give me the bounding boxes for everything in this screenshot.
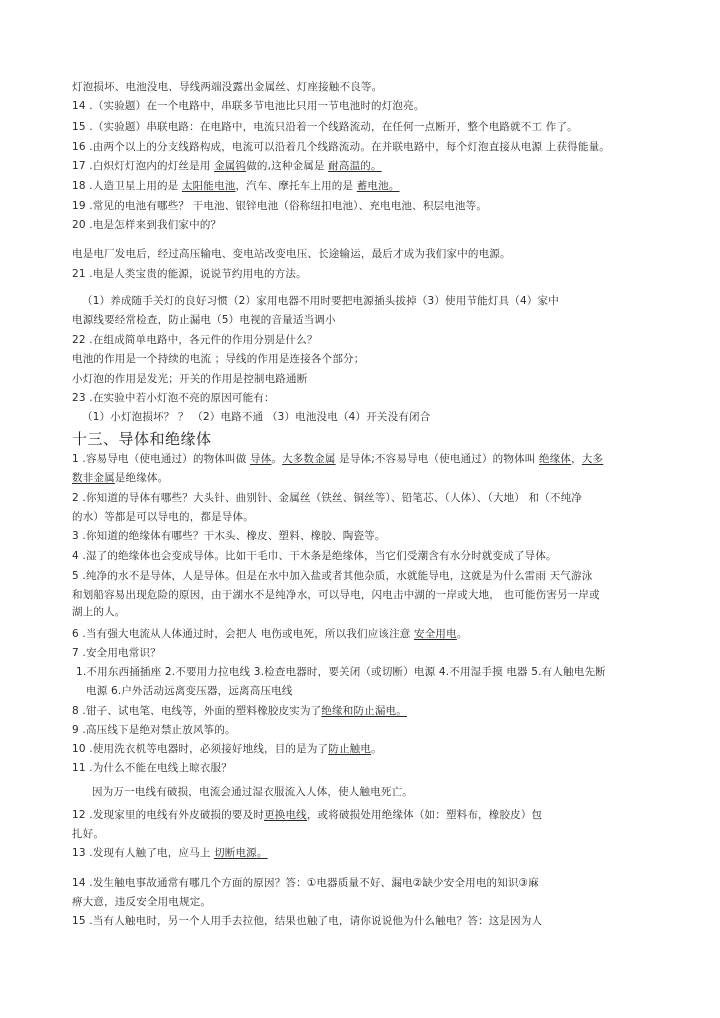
text-line: 5 .纯净的水不是导体，人是导体。但是在水中加入盐或者其他杂质，水就能导电，这就是为什么雷雨 天气游泳 <box>72 570 593 582</box>
text-line: 2 .你知道的导体有哪些？大头针、曲别针、金属丝（铁丝、铜丝等）、铅笔芯、（人体）、（大地） 和（不纯净 <box>72 492 583 504</box>
text-line: 14 .（实验题）在一个电路中，串联多节电池比只用一节电池时的灯泡亮。 <box>72 100 425 112</box>
answer-underline: 安全用电 <box>414 628 457 640</box>
answer-underline: 防止触电 <box>328 743 372 755</box>
text-line: （1）养成随手关灯的良好习惯（2）家用电器不用时要把电源插头拔掉（3）使用节能灯具（4）家中 <box>82 295 559 307</box>
text-line: 15 .（实验题）串联电路：在电路中，电流只沿着一个线路流动，在任何一点断开，整个电路就不工 作了。 <box>72 121 578 133</box>
text-line: 1 .容易导电（使电通过）的物体叫做 导体。大多数金属 是导体;不容易导电（使电通过）的物体叫 绝缘体，大多 <box>72 453 604 465</box>
text-line: 和划船容易出现危险的原因，由于湖水不是纯净水，可以导电，闪电击中湖的一岸或大地， 也可能伤害另一岸或 <box>72 589 600 601</box>
answer-underline: 切断电源。 <box>214 847 268 859</box>
text-line: 数非金属是绝缘体。 <box>72 472 169 484</box>
text-line: 电源线要经常检查，防止漏电（5）电视的音量适当调小 <box>72 314 336 326</box>
text-line: 4 .湿了的绝缘体也会变成导体。比如干毛巾、干木条是绝缘体，当它们受潮含有水分时就变成了导体。 <box>72 550 557 562</box>
text-line: 19 .常见的电池有哪些？ 干电池、银锌电池（俗称纽扣电池）、充电电池、积层电池等。 <box>72 200 488 212</box>
text-line: 小灯泡的作用是发光；开关的作用是控制电路通断 <box>72 373 308 385</box>
answer-underline: 太阳能电池 <box>181 180 236 192</box>
answer-underline: 大多数金属 <box>282 453 336 465</box>
answer-underline: 绝缘体 <box>539 453 572 465</box>
text-line: （1）小灯泡损坏？ ？ （2）电路不通 （3）电池没电（4）开关没有闭合 <box>82 411 431 423</box>
answer-underline: 蓄电池。 <box>356 180 400 192</box>
text-line: 湖上的人。 <box>72 606 126 618</box>
text-line: 电源 6.户外活动远离变压器，远离高压电线 <box>86 685 293 697</box>
text-line: 20 .电是怎样来到我们家中的？ <box>72 219 222 231</box>
text-line: 的水）等都是可以导电的，都是导体。 <box>72 511 254 523</box>
text-line: 7 .安全用电常识？ <box>72 647 161 659</box>
text-line: 电池的作用是一个持续的电流 ；导线的作用是连接各个部分； <box>72 353 365 365</box>
text-line: 10 .使用洗衣机等电器时，必须接好地线，目的是为了防止触电。 <box>72 743 382 755</box>
text-line: 因为万一电线有破损，电流会通过湿衣服流入人体，使人触电死亡。 <box>92 786 413 798</box>
text-line: 21 .电是人类宝贵的能源，说说节约用电的方法。 <box>72 268 307 280</box>
answer-underline: 绝缘和防止漏电。 <box>321 705 407 717</box>
text-line: 23 .在实验中若小灯泡不亮的原因可能有： <box>72 392 275 404</box>
text-line: 6 .当有强大电流从人体通过时，会把人 电伤或电死，所以我们应该注意 安全用电。 <box>72 628 468 640</box>
answer-underline: 更换电线 <box>264 809 307 821</box>
text-line: 17 .白炽灯灯泡内的灯丝是用 金属钨做的,这种金属是 耐高温的。 <box>72 160 382 172</box>
text-line: 12 .发现家里的电线有外皮破损的要及时更换电线，或将破损处用绝缘体（如：塑料布，橡胶皮）包 <box>72 809 543 821</box>
text-line: 22 .在组成简单电路中，各元件的作用分别是什么？ <box>72 334 318 346</box>
answer-underline: 金属钨 <box>214 160 247 172</box>
text-line: 15 .当有人触电时，另一个人用手去拉他，结果也触了电，请你说说他为什么触电？答：这是因为人 <box>72 915 543 927</box>
text-line: 1.不用东西捅插座 2.不要用力拉电线 3.检查电器时，要关闭（或切断）电源 4.不用湿手摸 电器 5.有人触电先断 <box>76 666 606 678</box>
answer-underline: 数非金属 <box>72 472 115 484</box>
text-line: 11 .为什么不能在电线上晾衣服？ <box>72 762 232 774</box>
text-line: 痹大意，违反安全用电规定。 <box>72 896 212 908</box>
answer-underline: 大多 <box>581 453 604 465</box>
text-line: 13 .发现有人触了电，应马上 切断电源。 <box>72 847 268 859</box>
text-line: 3 .你知道的绝缘体有哪些？干木头、橡皮、塑料、橡胶、陶瓷等。 <box>72 530 386 542</box>
section-heading: 十三、导体和绝缘体 <box>72 430 212 448</box>
text-line: 电是电厂发电后，经过高压输电、变电站改变电压、长途输运，最后才成为我们家中的电源。 <box>72 248 511 260</box>
text-line: 18 .人造卫星上用的是 太阳能电池，汽车、摩托车上用的是 蓄电池。 <box>72 180 400 192</box>
answer-underline: 导体 <box>250 453 272 465</box>
text-line: 扎好。 <box>72 828 105 840</box>
text-line: 9 .高压线下是绝对禁止放风筝的。 <box>72 724 236 736</box>
text-line: 14 .发生触电事故通常有哪几个方面的原因？答：①电器质量不好、漏电②缺少安全用电的知识③麻 <box>72 877 539 889</box>
text-line: 8 .钳子、试电笔、电线等，外面的塑料橡胶皮实为了绝缘和防止漏电。 <box>72 705 407 717</box>
text-line: 灯泡损坏、电池没电、导线两端没露出金属丝、灯座接触不良等。 <box>72 81 383 93</box>
text-line: 16 .由两个以上的分支线路构成，电流可以沿着几个线路流动。在并联电路中，每个灯泡直接从电源 上获得能量。 <box>72 141 610 153</box>
answer-underline: 耐高温的。 <box>328 160 382 172</box>
